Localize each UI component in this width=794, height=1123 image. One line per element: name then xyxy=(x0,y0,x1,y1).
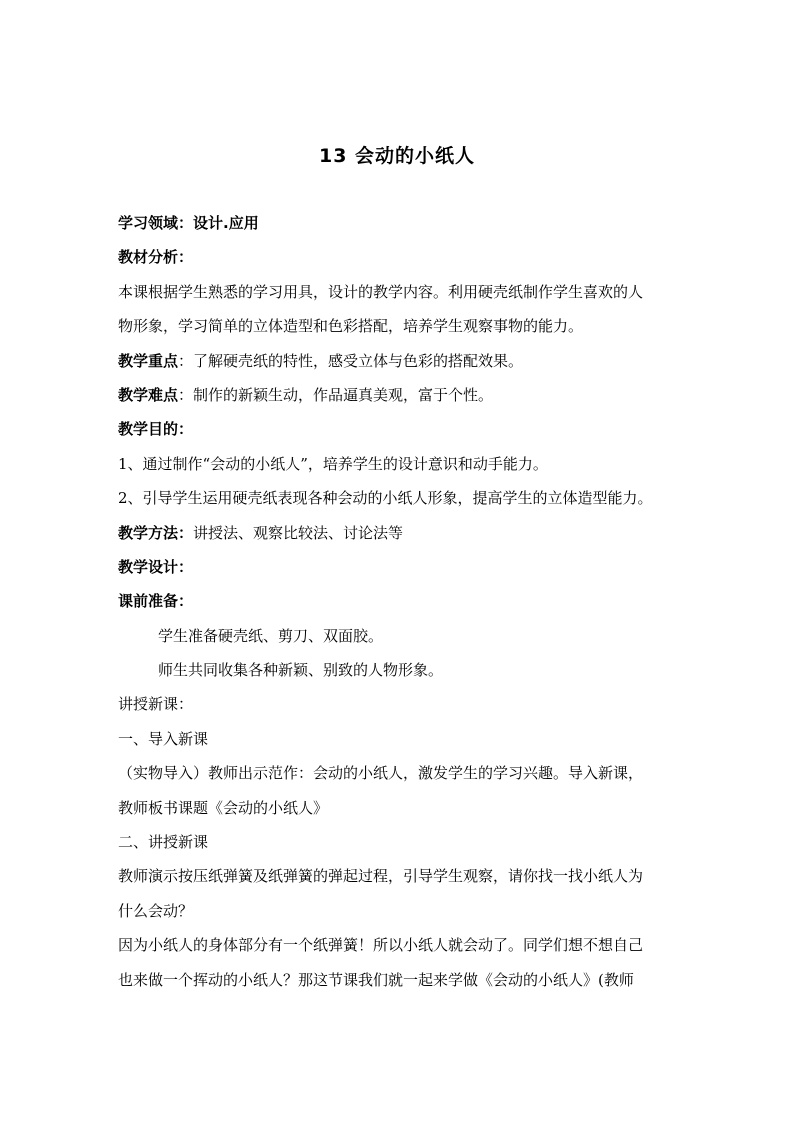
text-line xyxy=(118,344,683,378)
line-text: 师生共同收集各种新颖、别致的人物形象。 xyxy=(158,661,444,680)
text-line xyxy=(118,687,683,721)
text-line xyxy=(118,791,683,825)
text-line xyxy=(118,584,683,618)
text-line xyxy=(118,481,683,515)
text-line xyxy=(118,206,683,240)
line-text: ：制作的新颖生动，作品逼真美观，富于个性。 xyxy=(178,385,494,404)
text-line xyxy=(118,619,683,653)
text-line xyxy=(118,447,683,481)
line-text: ：了解硬壳纸的特性，感受立体与色彩的搭配效果。 xyxy=(178,351,524,370)
text-line xyxy=(118,378,683,412)
text-line xyxy=(118,928,683,962)
line-text: 也来做一个挥动的小纸人？那这节课我们就一起来学做《会动的小纸人》(教师 xyxy=(118,970,634,989)
text-line xyxy=(118,963,683,997)
line-text: 讲授法、观察比较法、讨论法等 xyxy=(193,523,404,542)
text-line xyxy=(118,550,683,584)
line-text: 什么会动？ xyxy=(118,901,194,920)
section-label: 教学设计： xyxy=(118,557,194,576)
line-text: 本课根据学生熟悉的学习用具，设计的教学内容。利用硬壳纸制作学生喜欢的人 xyxy=(118,282,644,301)
text-line xyxy=(118,309,683,343)
section-label: 学习领域：设计.应用 xyxy=(118,214,259,232)
line-text: 1、通过制作“会动的小纸人”，培养学生的设计意识和动手能力。 xyxy=(118,454,548,473)
section-label: 教学难点 xyxy=(118,385,179,404)
section-label: 教学目的： xyxy=(118,420,194,439)
text-line xyxy=(118,756,683,790)
line-text: 一、导入新课 xyxy=(118,729,209,748)
line-text: 教师演示按压纸弹簧及纸弹簧的弹起过程，引导学生观察，请你找一找小纸人为 xyxy=(118,867,644,886)
text-line xyxy=(118,894,683,928)
line-text: 教师板书课题《会动的小纸人》 xyxy=(118,798,329,817)
text-line xyxy=(118,722,683,756)
line-text: 物形象，学习简单的立体造型和色彩搭配，培养学生观察事物的能力。 xyxy=(118,317,584,336)
section-label: 课前准备： xyxy=(118,592,194,611)
text-line xyxy=(118,516,683,550)
line-text: 2、引导学生运用硬壳纸表现各种会动的小纸人形象，提高学生的立体造型能力。 xyxy=(118,489,653,508)
text-line xyxy=(118,275,683,309)
text-line xyxy=(118,240,683,274)
section-label: 教材分析： xyxy=(118,248,194,267)
section-label: 教学方法： xyxy=(118,523,194,542)
text-line xyxy=(118,825,683,859)
line-text: （实物导入）教师出示范作：会动的小纸人，激发学生的学习兴趣。导入新课， xyxy=(118,764,644,783)
document-body xyxy=(118,206,683,997)
line-text: 因为小纸人的身体部分有一个纸弹簧！所以小纸人就会动了。同学们想不想自己 xyxy=(118,936,644,955)
line-text: 讲授新课： xyxy=(118,695,194,714)
text-line xyxy=(118,859,683,893)
line-text: 二、讲授新课 xyxy=(118,833,209,852)
section-label: 教学重点 xyxy=(118,351,179,370)
line-text: 学生准备硬壳纸、剪刀、双面胶。 xyxy=(158,626,384,645)
text-line xyxy=(118,653,683,687)
document-title: 13 会动的小纸人 xyxy=(318,145,476,167)
text-line xyxy=(118,412,683,446)
